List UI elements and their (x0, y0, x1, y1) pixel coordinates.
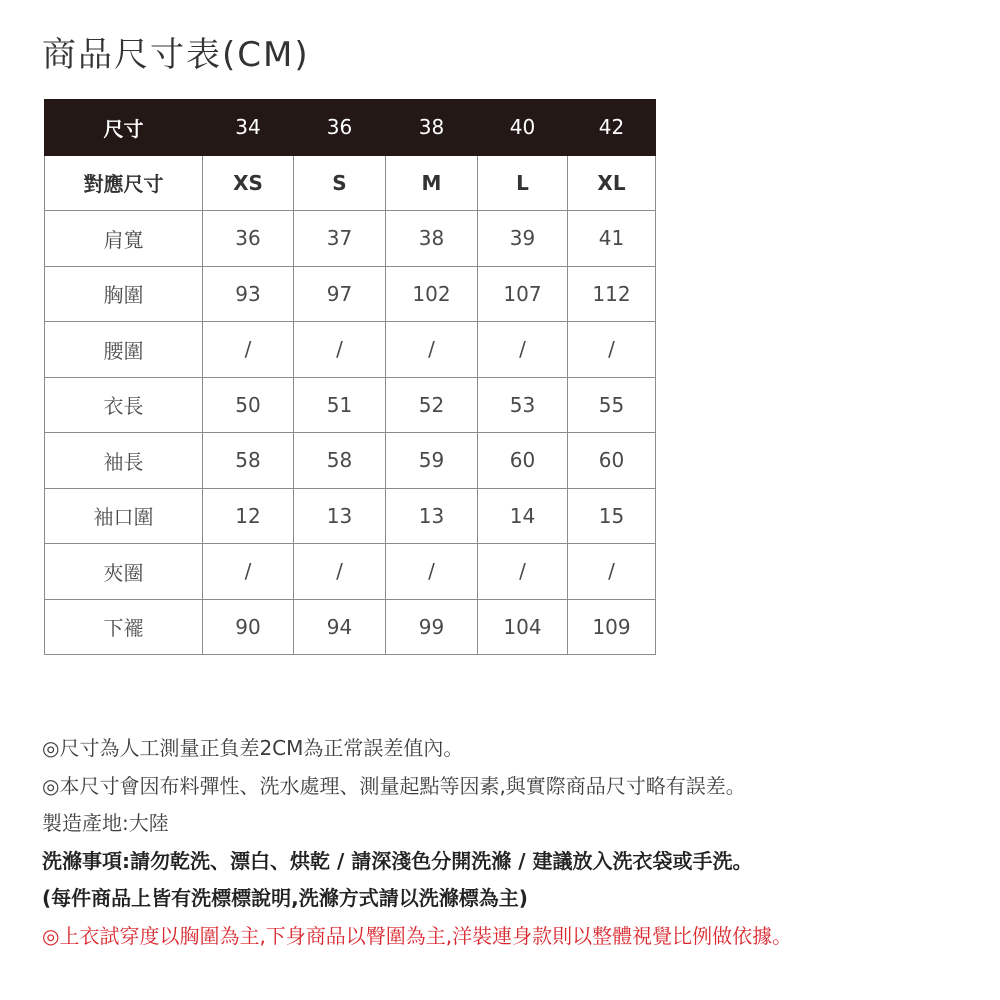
table-row (45, 266, 656, 322)
note-washing-instructions: 洗滌事項:請勿乾洗、漂白、烘乾 / 請深淺色分開洗滌 / 建議放入洗衣袋或手洗。 (42, 848, 753, 873)
table-row (45, 211, 656, 267)
table-cell: 51 (294, 377, 386, 433)
header-cell: 38 (386, 100, 478, 156)
table-cell: 14 (478, 488, 568, 544)
table-cell: 94 (294, 599, 386, 655)
table-cell: 58 (294, 433, 386, 489)
table-cell: XS (203, 155, 294, 211)
table-cell: / (294, 322, 386, 378)
table-row (45, 599, 656, 655)
table-cell: S (294, 155, 386, 211)
table-cell: 12 (203, 488, 294, 544)
table-cell: 99 (386, 599, 478, 655)
note-measurement-tolerance: ◎尺寸為人工測量正負差2CM為正常誤差值內。 (42, 736, 464, 760)
note-origin: 製造產地:大陸 (42, 811, 169, 835)
table-cell: 38 (386, 211, 478, 267)
table-row (45, 433, 656, 489)
note-fit-guide: ◎上衣試穿度以胸圍為主,下身商品以臀圍為主,洋裝連身款則以整體視覺比例做依據。 (42, 923, 793, 948)
table-cell: 53 (478, 377, 568, 433)
table-row (45, 377, 656, 433)
table-cell: 39 (478, 211, 568, 267)
row-label: 肩寬 (45, 211, 203, 267)
row-label: 對應尺寸 (45, 155, 203, 211)
table-cell: 109 (568, 599, 656, 655)
page-title: 商品尺寸表(CM) (42, 35, 310, 75)
table-cell: 107 (478, 266, 568, 322)
table-cell: / (568, 322, 656, 378)
table-cell: / (478, 544, 568, 600)
table-row (45, 155, 656, 211)
table-cell: 112 (568, 266, 656, 322)
notes-section (42, 730, 992, 955)
table-cell: 59 (386, 433, 478, 489)
row-label: 袖長 (45, 433, 203, 489)
table-cell: / (568, 544, 656, 600)
header-cell: 40 (478, 100, 568, 156)
table-cell: 37 (294, 211, 386, 267)
table-cell: / (478, 322, 568, 378)
row-label: 腰圍 (45, 322, 203, 378)
table-row (45, 544, 656, 600)
row-label: 袖口圍 (45, 488, 203, 544)
header-cell: 34 (203, 100, 294, 156)
row-label: 夾圈 (45, 544, 203, 600)
header-cell: 42 (568, 100, 656, 156)
table-cell: 13 (386, 488, 478, 544)
table-cell: 52 (386, 377, 478, 433)
table-cell: 60 (568, 433, 656, 489)
table-cell: XL (568, 155, 656, 211)
table-header-row (45, 100, 656, 156)
row-label: 衣長 (45, 377, 203, 433)
row-label: 胸圍 (45, 266, 203, 322)
table-cell: / (386, 322, 478, 378)
table-cell: / (203, 322, 294, 378)
note-wash-label: (每件商品上皆有洗標標說明,洗滌方式請以洗滌標為主) (42, 886, 528, 910)
table-cell: 97 (294, 266, 386, 322)
header-label: 尺寸 (45, 100, 203, 156)
table-cell: / (386, 544, 478, 600)
row-label: 下襬 (45, 599, 203, 655)
table-cell: 58 (203, 433, 294, 489)
size-table (44, 99, 656, 655)
table-cell: 36 (203, 211, 294, 267)
table-cell: L (478, 155, 568, 211)
table-cell: 41 (568, 211, 656, 267)
table-cell: 50 (203, 377, 294, 433)
table-cell: 90 (203, 599, 294, 655)
table-cell: 102 (386, 266, 478, 322)
table-cell: / (203, 544, 294, 600)
table-cell: 60 (478, 433, 568, 489)
table-cell: 13 (294, 488, 386, 544)
table-cell: / (294, 544, 386, 600)
table-cell: 104 (478, 599, 568, 655)
header-cell: 36 (294, 100, 386, 156)
table-row (45, 488, 656, 544)
table-row (45, 322, 656, 378)
table-cell: 55 (568, 377, 656, 433)
table-cell: M (386, 155, 478, 211)
note-size-variance: ◎本尺寸會因布料彈性、洗水處理、測量起點等因素,與實際商品尺寸略有誤差。 (42, 773, 746, 798)
table-cell: 15 (568, 488, 656, 544)
table-cell: 93 (203, 266, 294, 322)
